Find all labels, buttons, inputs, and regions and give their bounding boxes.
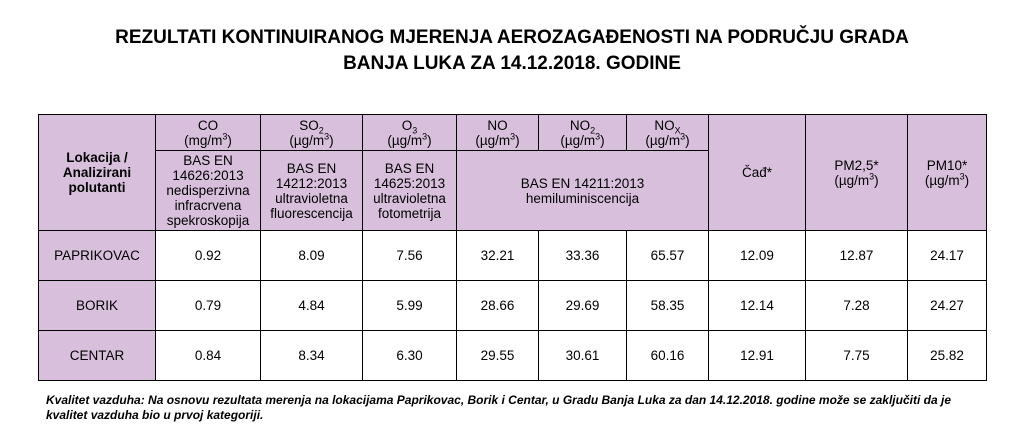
value-cell: 65.57 — [627, 231, 709, 281]
header-cad: Čađ* — [709, 115, 806, 231]
value-cell: 12.09 — [709, 231, 806, 281]
value-cell: 7.75 — [806, 331, 908, 381]
method-co: BAS EN 14626:2013 nedisperzivna infracrvena spekroskopija — [156, 151, 261, 231]
value-cell: 30.61 — [539, 331, 627, 381]
value-cell: 24.17 — [908, 231, 987, 281]
value-cell: 24.27 — [908, 281, 987, 331]
value-cell: 29.55 — [457, 331, 539, 381]
header-no2: $NO_2$ $(\mu g/m^3)$ — [539, 115, 627, 151]
page-title — [0, 25, 1024, 77]
header-o3: $O_3$ $(\mu g/m^3)$ — [363, 115, 457, 151]
air-quality-note: Kvalitet vazduha: Na osnovu rezultata merenja na lokacijama Paprikovac, Borik i Centar, u Gradu Banja Luka za dan 14.12.2018. godine može se zaključiti da je kvalitet vazduha bio u prvoj kategoriji. — [46, 393, 951, 422]
value-cell: 7.56 — [363, 231, 457, 281]
title-line-2: BANJA LUKA ZA 14.12.2018. GODINE — [343, 53, 681, 74]
corner-header: Lokacija / Analizirani polutanti — [39, 115, 156, 231]
table-row — [39, 281, 987, 331]
value-cell: 4.84 — [261, 281, 363, 331]
table-row — [39, 231, 987, 281]
value-cell: 12.87 — [806, 231, 908, 281]
value-cell: 6.30 — [363, 331, 457, 381]
header-pm25: PM2,5* $(\mu g/m^3)$ — [806, 115, 908, 231]
value-cell: 29.69 — [539, 281, 627, 331]
value-cell: 25.82 — [908, 331, 987, 381]
value-cell: 33.36 — [539, 231, 627, 281]
location-label: BORIK — [39, 281, 156, 331]
header-so2: $SO_2$ $(\mu g/m^3)$ — [261, 115, 363, 151]
value-cell: 12.14 — [709, 281, 806, 331]
value-cell: 28.66 — [457, 281, 539, 331]
value-cell: 5.99 — [363, 281, 457, 331]
value-cell: 0.79 — [156, 281, 261, 331]
value-cell: 8.09 — [261, 231, 363, 281]
value-cell: 32.21 — [457, 231, 539, 281]
header-no: NO $(\mu g/m^3)$ — [457, 115, 539, 151]
value-cell: 0.92 — [156, 231, 261, 281]
value-cell: 12.91 — [709, 331, 806, 381]
location-label: CENTAR — [39, 331, 156, 381]
value-cell: 58.35 — [627, 281, 709, 331]
header-pm10: PM10* $(\mu g/m^3)$ — [908, 115, 987, 231]
value-cell: 60.16 — [627, 331, 709, 381]
location-label: PAPRIKOVAC — [39, 231, 156, 281]
air-quality-table — [38, 114, 987, 381]
value-cell: 0.84 — [156, 331, 261, 381]
title-line-1: REZULTATI KONTINUIRANOG MJERENJA AEROZAGAĐENOSTI NA PODRUČJU GRADA — [115, 27, 909, 48]
value-cell: 8.34 — [261, 331, 363, 381]
header-co: CO $(mg/m^3)$ — [156, 115, 261, 151]
table-row — [39, 331, 987, 381]
method-nox: BAS EN 14211:2013 hemiluminiscencija — [457, 151, 709, 231]
method-o3: BAS EN 14625:2013 ultravioletna fotometrija — [363, 151, 457, 231]
header-nox: $NO_X$ $(\mu g/m^3)$ — [627, 115, 709, 151]
method-so2: BAS EN 14212:2013 ultravioletna fluorescencija — [261, 151, 363, 231]
value-cell: 7.28 — [806, 281, 908, 331]
